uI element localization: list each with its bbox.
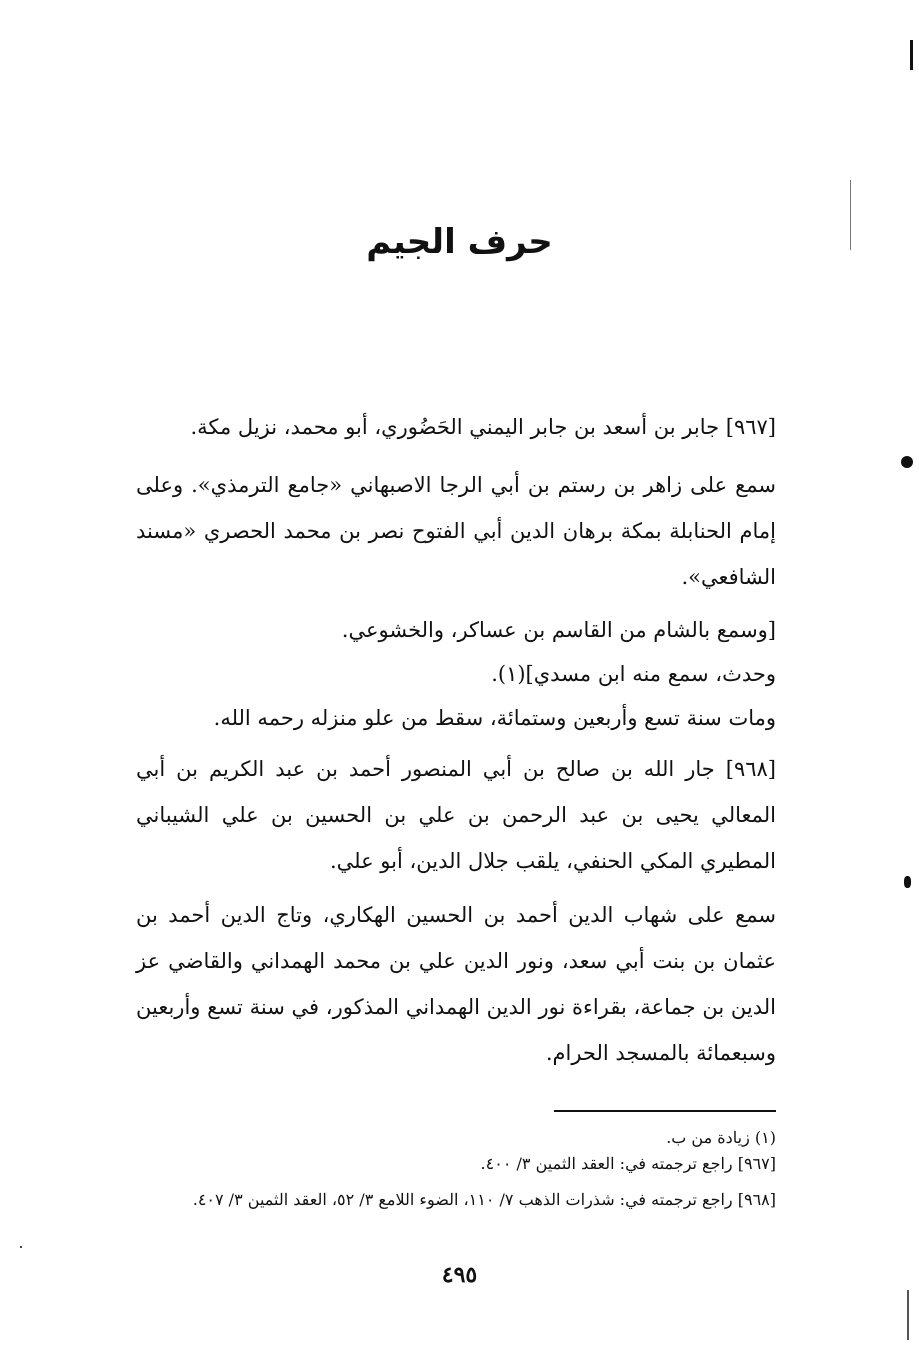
entry-line: سمع على شهاب الدين أحمد بن الحسين الهكاري، وتاج الدين أحمد بن عثمان بن بنت أبي سعد، ونور الدين علي بن محمد الهمداني والقاضي عز الدين بن جماعة، بقراءة نور الدين الهمداني المذكور، في سنة تسع وأربعين وسبعمائة بالمسجد الحرام. — [136, 903, 776, 1065]
entry-968-paragraph — [136, 892, 776, 1076]
footnotes — [136, 1126, 776, 1214]
entry-967-heading — [136, 404, 776, 450]
entry-967-paragraph — [136, 462, 776, 600]
chapter-title: حرف الجيم — [366, 222, 553, 262]
scan-speck — [901, 456, 913, 468]
scan-edge-mark — [910, 40, 913, 70]
scan-edge-mark — [850, 180, 851, 250]
scan-edge-mark — [907, 1290, 909, 1340]
entry-line: [وسمع بالشام من القاسم بن عساكر، والخشوعي. — [341, 618, 776, 642]
page-number: ٤٩٥ — [441, 1262, 478, 1288]
entry-line: سمع على زاهر بن رستم بن أبي الرجا الاصبهاني «جامع الترمذي». وعلى إمام الحنابلة بمكة برهان الدين أبي الفتوح نصر بن محمد الحصري «مسند الشافعي». — [136, 473, 776, 589]
entry-line: [٩٦٨] جار الله بن صالح بن أبي المنصور أحمد بن عبد الكريم بن أبي المعالي يحيى بن عبد الرحمن بن علي بن الحسين بن علي الشيباني المطيري المكي الحنفي، يلقب جلال الدين، أبو علي. — [136, 757, 776, 873]
footnote-divider — [554, 1110, 776, 1112]
entry-line: [٩٦٧] جابر بن أسعد بن جابر اليمني الحَضُوري، أبو محمد، نزيل مكة. — [190, 415, 776, 439]
scan-speck — [904, 876, 911, 888]
entry-968-heading — [136, 746, 776, 884]
entry-line: ومات سنة تسع وأربعين وستمائة، سقط من علو منزله رحمه الله. — [213, 706, 776, 730]
footnote-item: [٩٦٨] راجع ترجمته في: شذرات الذهب ٧/ ١١٠، الضوء اللامع ٣/ ٥٢، العقد الثمين ٣/ ٤٠٧. — [192, 1190, 776, 1209]
entry-967-addition — [136, 608, 776, 740]
footnote-item: [٩٦٧] راجع ترجمته في: العقد الثمين ٣/ ٤٠٠. — [480, 1154, 776, 1173]
footnote-item: (١) زيادة من ب. — [666, 1128, 776, 1147]
entry-line: وحدث، سمع منه ابن مسدي](١). — [491, 662, 776, 686]
scan-speck — [20, 1246, 22, 1248]
